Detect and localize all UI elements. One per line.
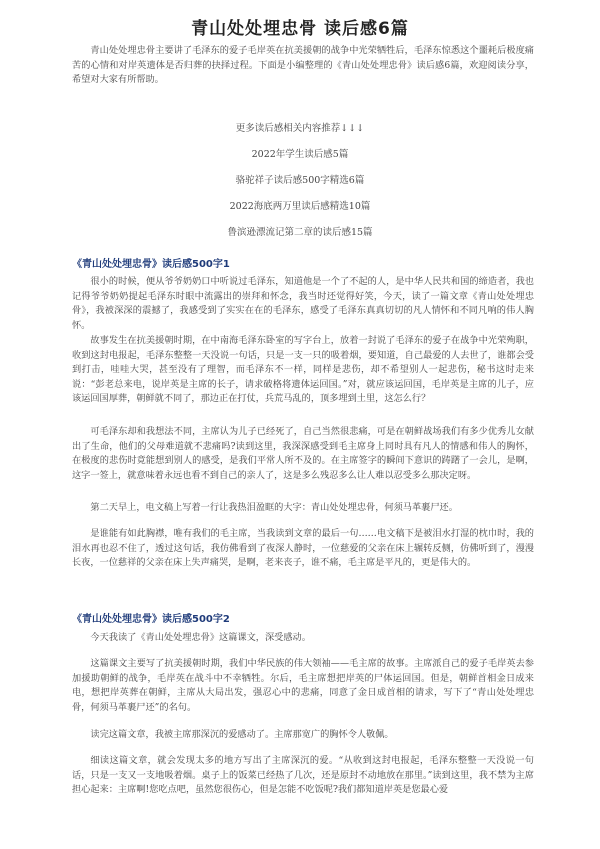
section1-paragraph-4: 第二天早上，电文稿上写着一行让我热泪盈眶的大字：青山处处埋忠骨，何须马革裹尸还。	[90, 502, 458, 513]
section-heading-2: 《青山处处埋忠骨》读后感500字2	[72, 614, 230, 625]
page-title: 青山处处埋忠骨 读后感6篇	[191, 19, 409, 39]
link-twenty-thousand-leagues[interactable]: 2022海底两万里读后感精选10篇	[229, 201, 371, 212]
intro-paragraph: 青山处处埋忠骨主要讲了毛泽东的爱子毛岸英在抗美援朝的战争中光荣牺牲后，毛泽东惊悉这个噩耗后极度痛苦的心情和对岸英遗体是否归葬的抉择过程。下面是小编整理的《青山处处埋忠骨》读后感6篇，欢迎阅读分享，希望对大家有所帮助。	[72, 45, 534, 85]
section1-paragraph-3: 可毛泽东却和我想法不同，主席认为儿子已经死了，自己当然很悲痛，可是在朝鲜战场我们有多少优秀儿女献出了生命，他们的父母难道就不悲痛吗?读到这里，我深深感受到毛主席身上同时具有凡人的情感和伟人的胸怀，在极度的悲伤时竟能想到别人的感受，是我们平常人所不及的。在主席签字的瞬间下意识的踌躇了一会儿，是啊，这字一签上，就意味着永远也看不到自己的亲人了，这是多么残忍多么让人难以忍受多么那决定呀。	[72, 426, 534, 481]
link-student-reviews[interactable]: 2022年学生读后感5篇	[251, 149, 349, 160]
section2-paragraph-1: 今天我读了《青山处处埋忠骨》这篇课文，深受感动。	[90, 632, 311, 643]
link-camel-xiangzi[interactable]: 骆驼祥子读后感500字精选6篇	[235, 175, 365, 186]
section1-paragraph-1: 很小的时候，便从爷爷奶奶口中听说过毛泽东，知道他是一个了不起的人，是中华人民共和国的缔造者，我也记得爷爷奶奶提起毛泽东时眼中流露出的崇拜和怀念，我当时还觉得好笑，今天，读了一篇文章《青山处处埋忠骨》，我被深深的震撼了，我感受到了实实在在的毛泽东，感受了毛泽东真真切切的凡人情怀和不同凡响的伟人胸怀。	[72, 276, 534, 331]
section2-paragraph-3: 读完这篇文章，我被主席那深沉的爱感动了。主席那宽广的胸怀令人敬佩。	[90, 729, 394, 740]
section1-paragraph-5: 是谁能有如此胸襟，唯有我们的毛主席，当我读到文章的最后一句……电文稿下是被泪水打湿的枕巾时，我的泪水再也忍不住了，透过这句话，我仿佛看到了夜深人静时，一位慈爱的父亲在床上辗转反侧，仿佛听到了，漫漫长夜，一位慈祥的父亲在床上失声痛哭，是啊，老来丧子，谁不痛，毛主席是平凡的，更是伟大的。	[72, 528, 534, 568]
section2-paragraph-2: 这篇课文主要写了抗美援朝时期，我们中华民族的伟大领袖——毛主席的故事。主席派自己的爱子毛岸英去参加援助朝鲜的战争，毛岸英在战斗中不幸牺牲。尔后，毛主席想把岸英的尸体运回国。但是，朝鲜首相金日成来电，想把岸英葬在朝鲜，主席从大局出发，强忍心中的悲痛，同意了金日成首相的请求，写下了“青山处处埋忠骨，何须马革裹尸还”的名句。	[72, 658, 534, 713]
more-links-label: 更多读后感相关内容推荐↓↓↓	[235, 123, 365, 134]
section-heading-1: 《青山处处埋忠骨》读后感500字1	[72, 259, 230, 270]
link-robinson-crusoe[interactable]: 鲁滨逊漂流记第二章的读后感15篇	[227, 227, 373, 238]
section2-paragraph-4: 细读这篇文章，就会发现太多的地方写出了主席深沉的爱。“从收到这封电报起，毛泽东整整一天没说一句话，只是一支又一支地吸着烟。桌子上的饭菜已经热了几次，还是原封不动地放在那里。”读到这里，我不禁为主席担心起来：主席啊!您吃点吧，虽然您很伤心，但是怎能不吃饭呢?我们都知道岸英是您最心爱	[72, 755, 534, 795]
section1-paragraph-2: 故事发生在抗美援朝时期，在中南海毛泽东卧室的写字台上，放着一封说了毛泽东的爱子在战争中光荣殉职，收到这封电报起，毛泽东整整一天没说一句话，只是一支一只的吸着烟，要知道，自己最爱的人去世了，谁都会受到打击，哇哇大哭，甚至没有了理智，而毛泽东不一样，同样是悲伤，却不希望别人一起悲伤，秘书这时走来说：“彭老总来电，说岸英是主席的长子，请求破格将遗体运回国。”对，就应该运回国，毛岸英是主席的儿子，应该运回国厚葬，朝鲜就不同了，那边正在打仗，兵荒马乱的，顶多埋到土里，这怎么行？	[72, 335, 534, 404]
